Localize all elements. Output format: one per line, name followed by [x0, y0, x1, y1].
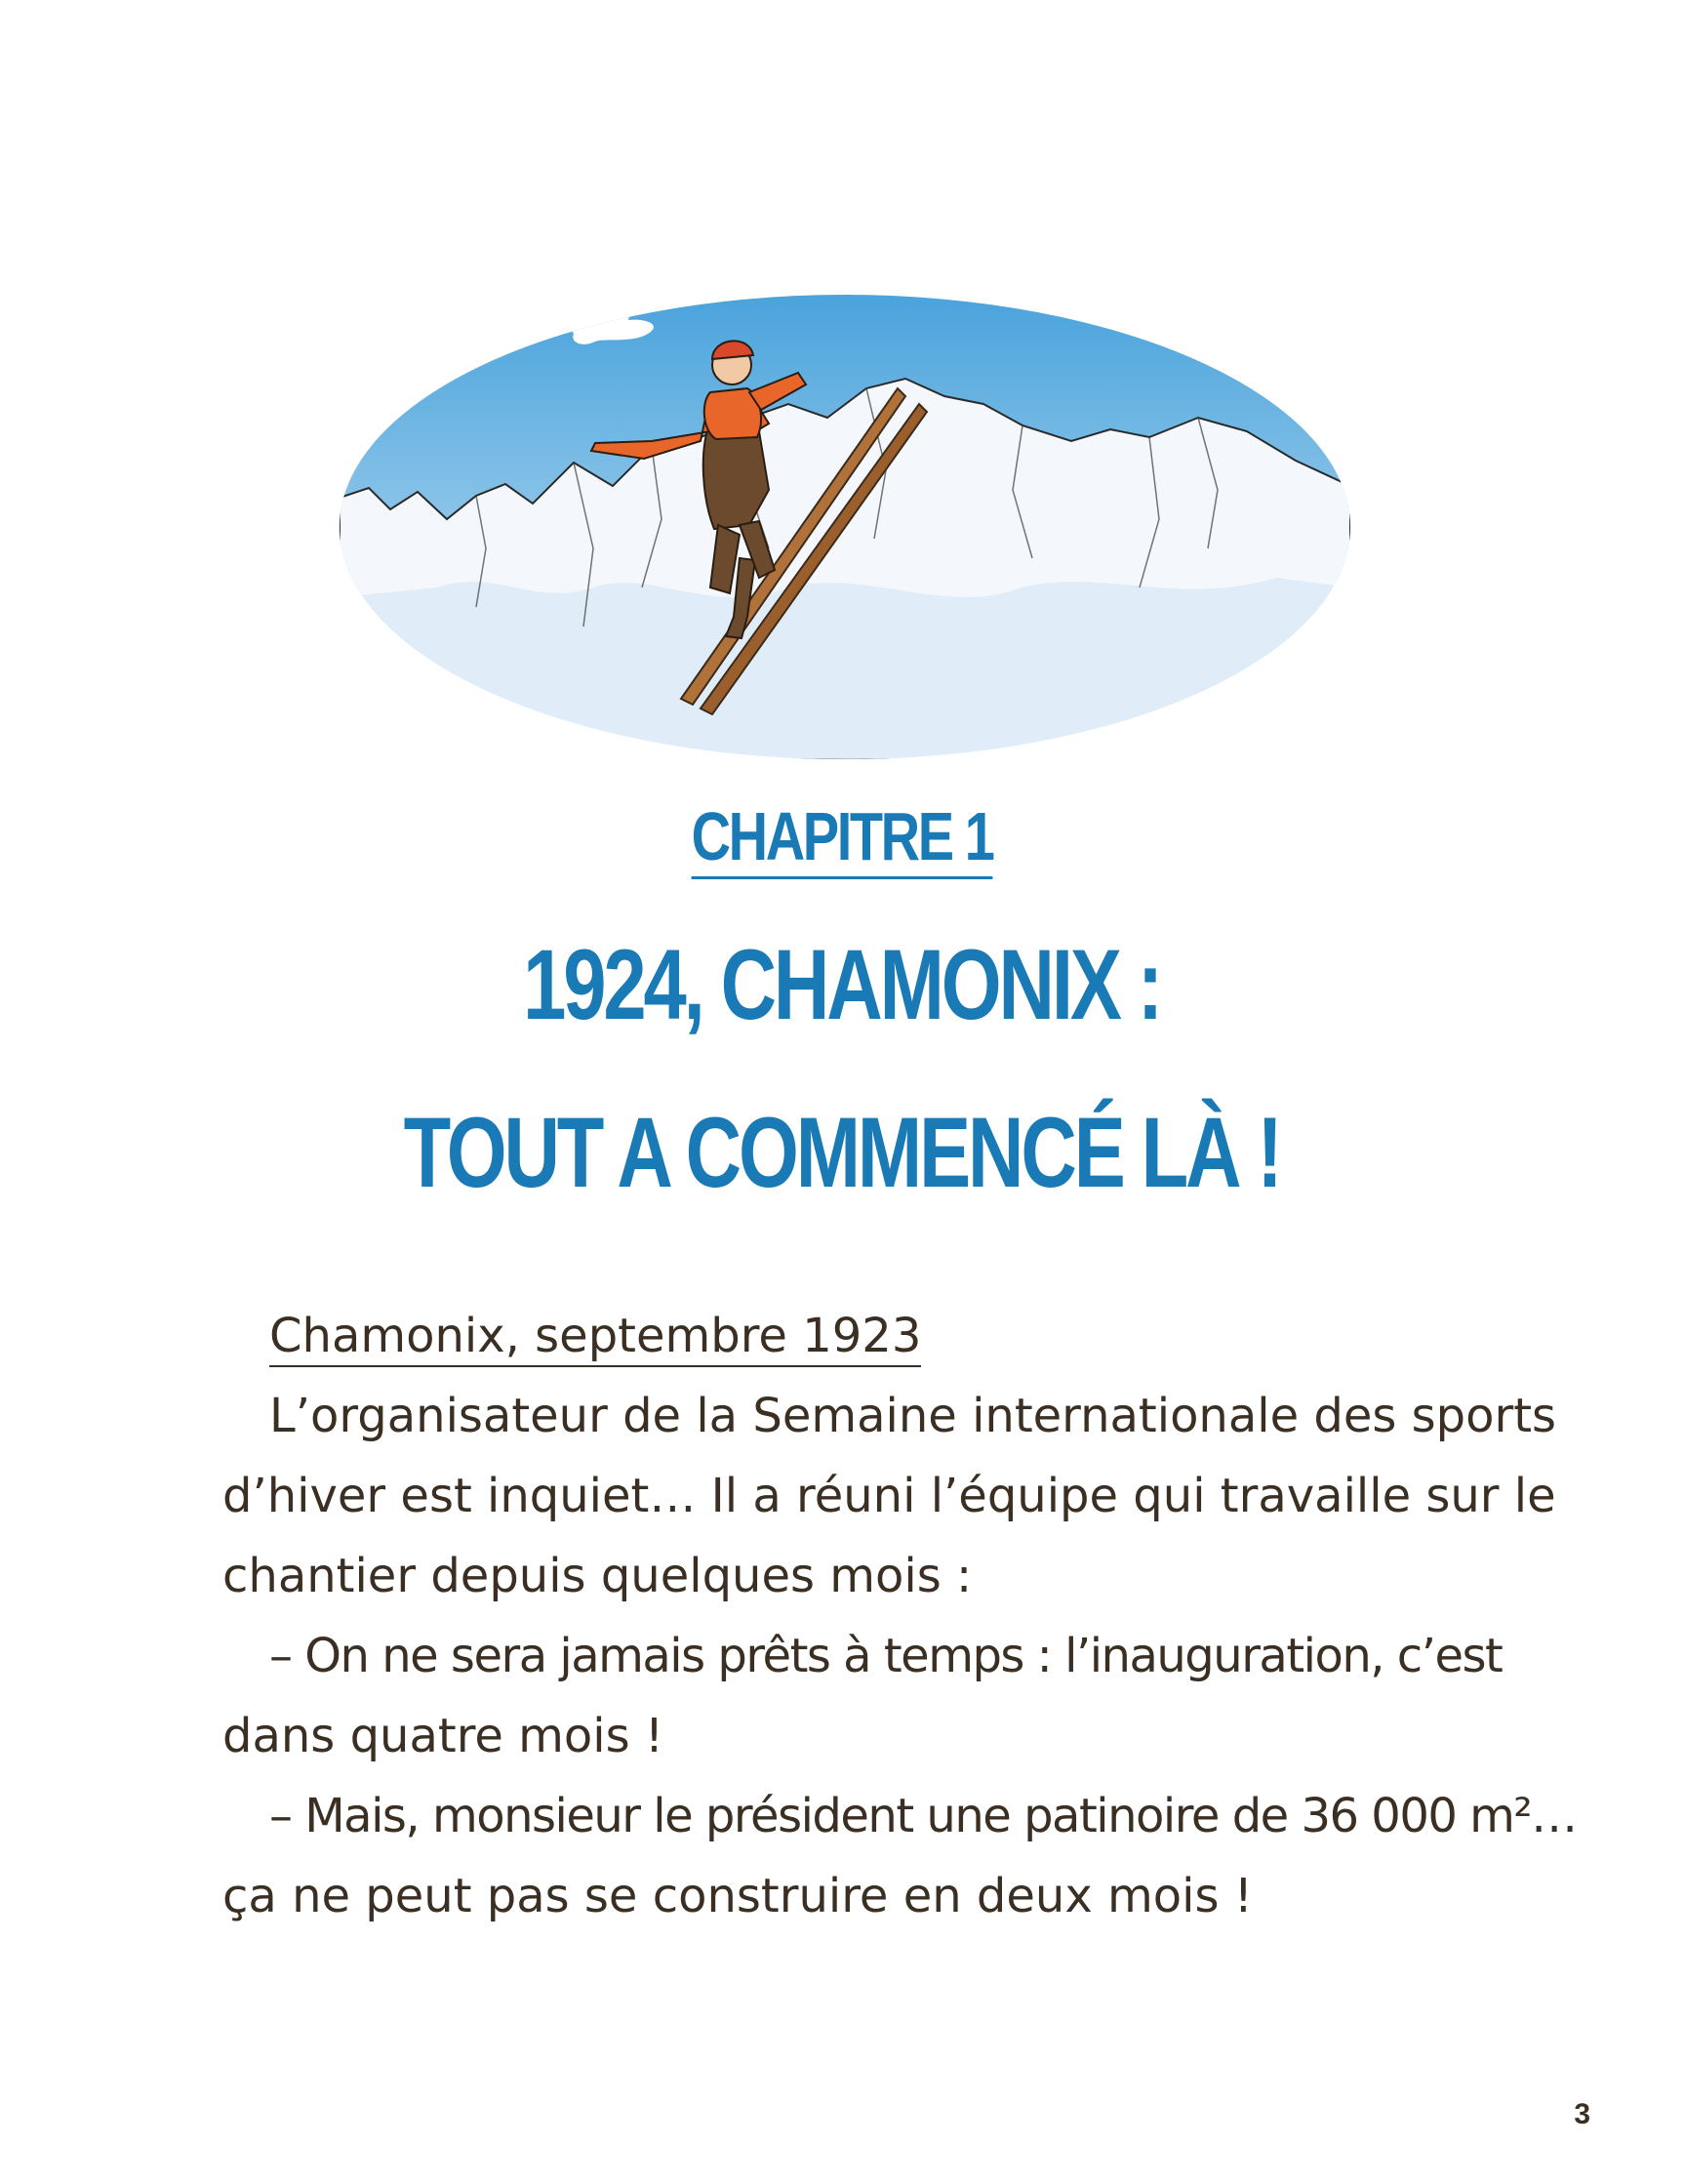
paragraph-line: – On ne sera jamais prêts à temps : l’inauguration, c’est — [269, 1629, 1503, 1683]
paragraph-line: L’organisateur de la Semaine internationale des sports — [269, 1389, 1557, 1443]
ski-jumper-illustration — [340, 295, 1350, 759]
chapter-title-line-2 — [0, 1097, 1684, 1208]
paragraph-line: – Mais, monsieur le président une patinoire de 36 000 m²… — [269, 1789, 1577, 1843]
page-number: 3 — [1574, 2098, 1590, 2130]
chapter-title-line-1-text: 1924, CHAMONIX : — [523, 929, 1161, 1040]
paragraph-line: ça ne peut pas se construire en deux mois ! — [222, 1869, 1253, 1923]
dateline — [222, 1296, 1491, 1376]
paragraph-line: d’hiver est inquiet… Il a réuni l’équipe qui travaille sur le — [222, 1469, 1556, 1523]
chapter-title-line-2-text: TOUT A COMMENCÉ LÀ ! — [403, 1097, 1281, 1208]
chapter-label — [0, 798, 1684, 879]
paragraph-line: chantier depuis quelques mois : — [222, 1549, 973, 1603]
body-text — [222, 1296, 1577, 1936]
chapter-title-line-1 — [0, 929, 1684, 1040]
paragraph-line: dans quatre mois ! — [222, 1709, 664, 1763]
chapter-label-text: CHAPITRE 1 — [692, 802, 993, 879]
dateline-text: Chamonix, septembre 1923 — [269, 1309, 921, 1367]
